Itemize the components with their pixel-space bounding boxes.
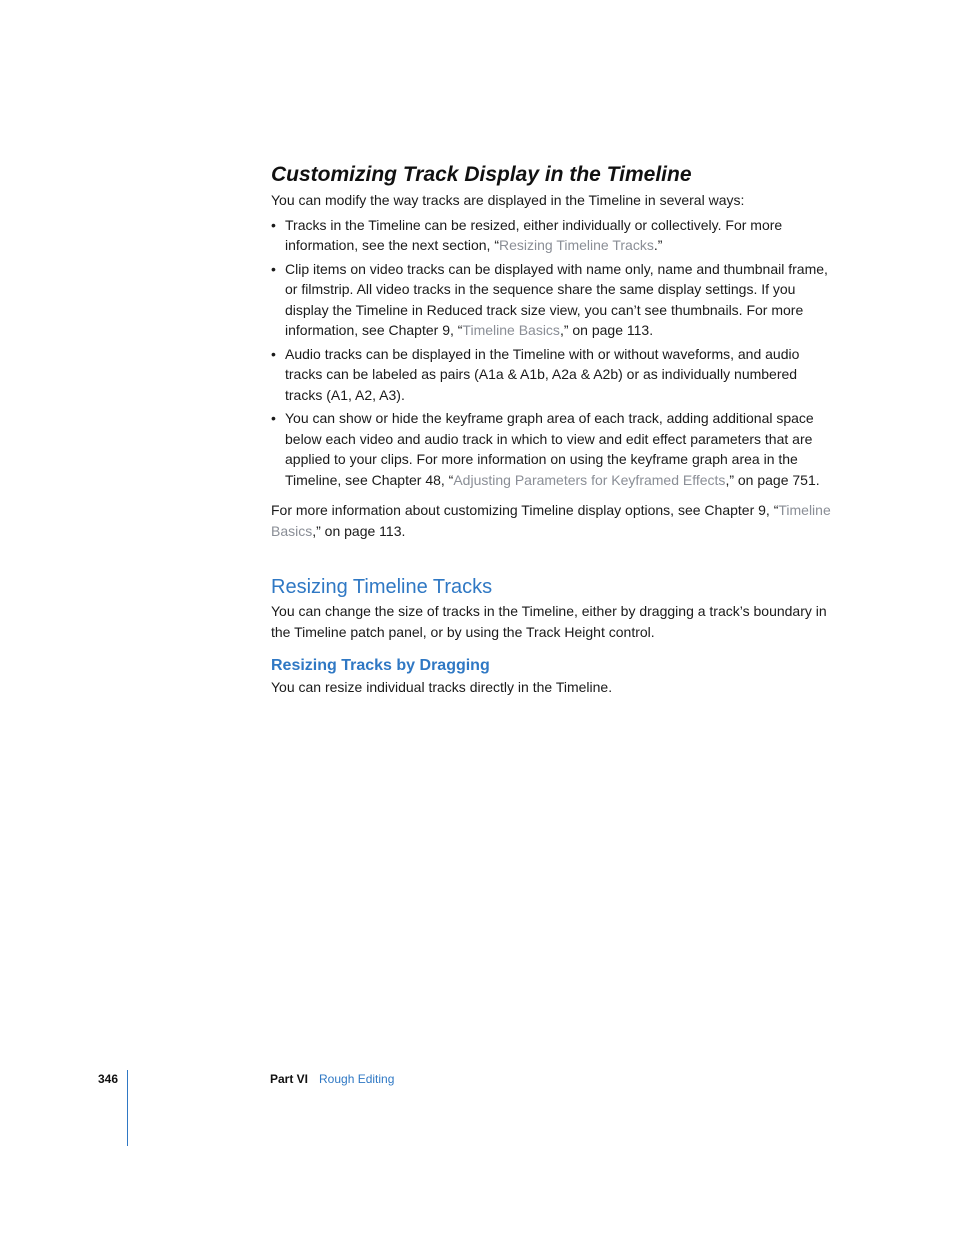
link-timeline-basics[interactable]: Timeline Basics: [462, 322, 560, 338]
bullet-list: [271, 215, 831, 491]
link-adjusting-parameters[interactable]: Adjusting Parameters for Keyframed Effects: [453, 471, 726, 488]
bullet-text-end: ,” on page 751.: [725, 471, 820, 488]
resizing-heading: Resizing Timeline Tracks: [271, 576, 493, 598]
bullet-text-end: ,” on page 113.: [559, 322, 654, 338]
list-item: [271, 259, 831, 341]
footer-part-title: Rough Editing: [319, 1072, 395, 1086]
list-item: [271, 408, 831, 490]
dragging-heading: Resizing Tracks by Dragging: [271, 657, 490, 674]
more-text-end: ,” on page 113.: [312, 522, 406, 539]
bullet-text: Audio tracks can be displayed in the Timeline with or without waveforms, and audio tracks can be labeled as pairs (A1a & A1b, A2a & A2b) or as individually numbered tracks (A1, A2, A3).: [285, 345, 800, 403]
dragging-paragraph: You can resize individual tracks directly in the Timeline.: [271, 679, 613, 695]
more-text: For more information about customizing Timeline display options, see Chapter 9, “: [271, 502, 779, 518]
resizing-paragraph: You can change the size of tracks in the Timeline, either by dragging a track’s boundary in the Timeline patch panel, or by using the Track Height control.: [271, 603, 827, 640]
bullet-text: You can show or hide the keyframe graph area of each track, adding additional space below each video and audio track in which to view and edit effect parameters that are applied to your clips. For more information on using the keyframe graph area in the Timeline, see Chapter 48, “: [285, 410, 814, 488]
footer-divider: [127, 1070, 128, 1146]
link-resizing-timeline-tracks[interactable]: Resizing Timeline Tracks: [499, 237, 654, 253]
footer-part: Part VI: [270, 1072, 309, 1086]
list-item: [271, 215, 831, 256]
page-content: [271, 160, 831, 698]
list-item: [271, 344, 831, 406]
page-number: 346: [98, 1072, 119, 1086]
link-timeline-basics-2[interactable]: Timeline Basics: [271, 502, 831, 539]
more-info-paragraph: [271, 500, 831, 541]
section-heading: Customizing Track Display in the Timeline: [271, 163, 692, 186]
intro-paragraph: You can modify the way tracks are displayed in the Timeline in several ways:: [271, 192, 745, 208]
bullet-text-end: .”: [653, 237, 663, 253]
bullet-text: Tracks in the Timeline can be resized, either individually or collectively. For more information, see the next section, “: [285, 216, 783, 253]
bullet-text: Clip items on video tracks can be displayed with name only, name and thumbnail frame, or filmstrip. All video tracks in the sequence share the same display settings. If you display the Timeline in Reduced track size view, you can’t see thumbnails. For more information, see Chapter 9, “: [285, 260, 828, 338]
